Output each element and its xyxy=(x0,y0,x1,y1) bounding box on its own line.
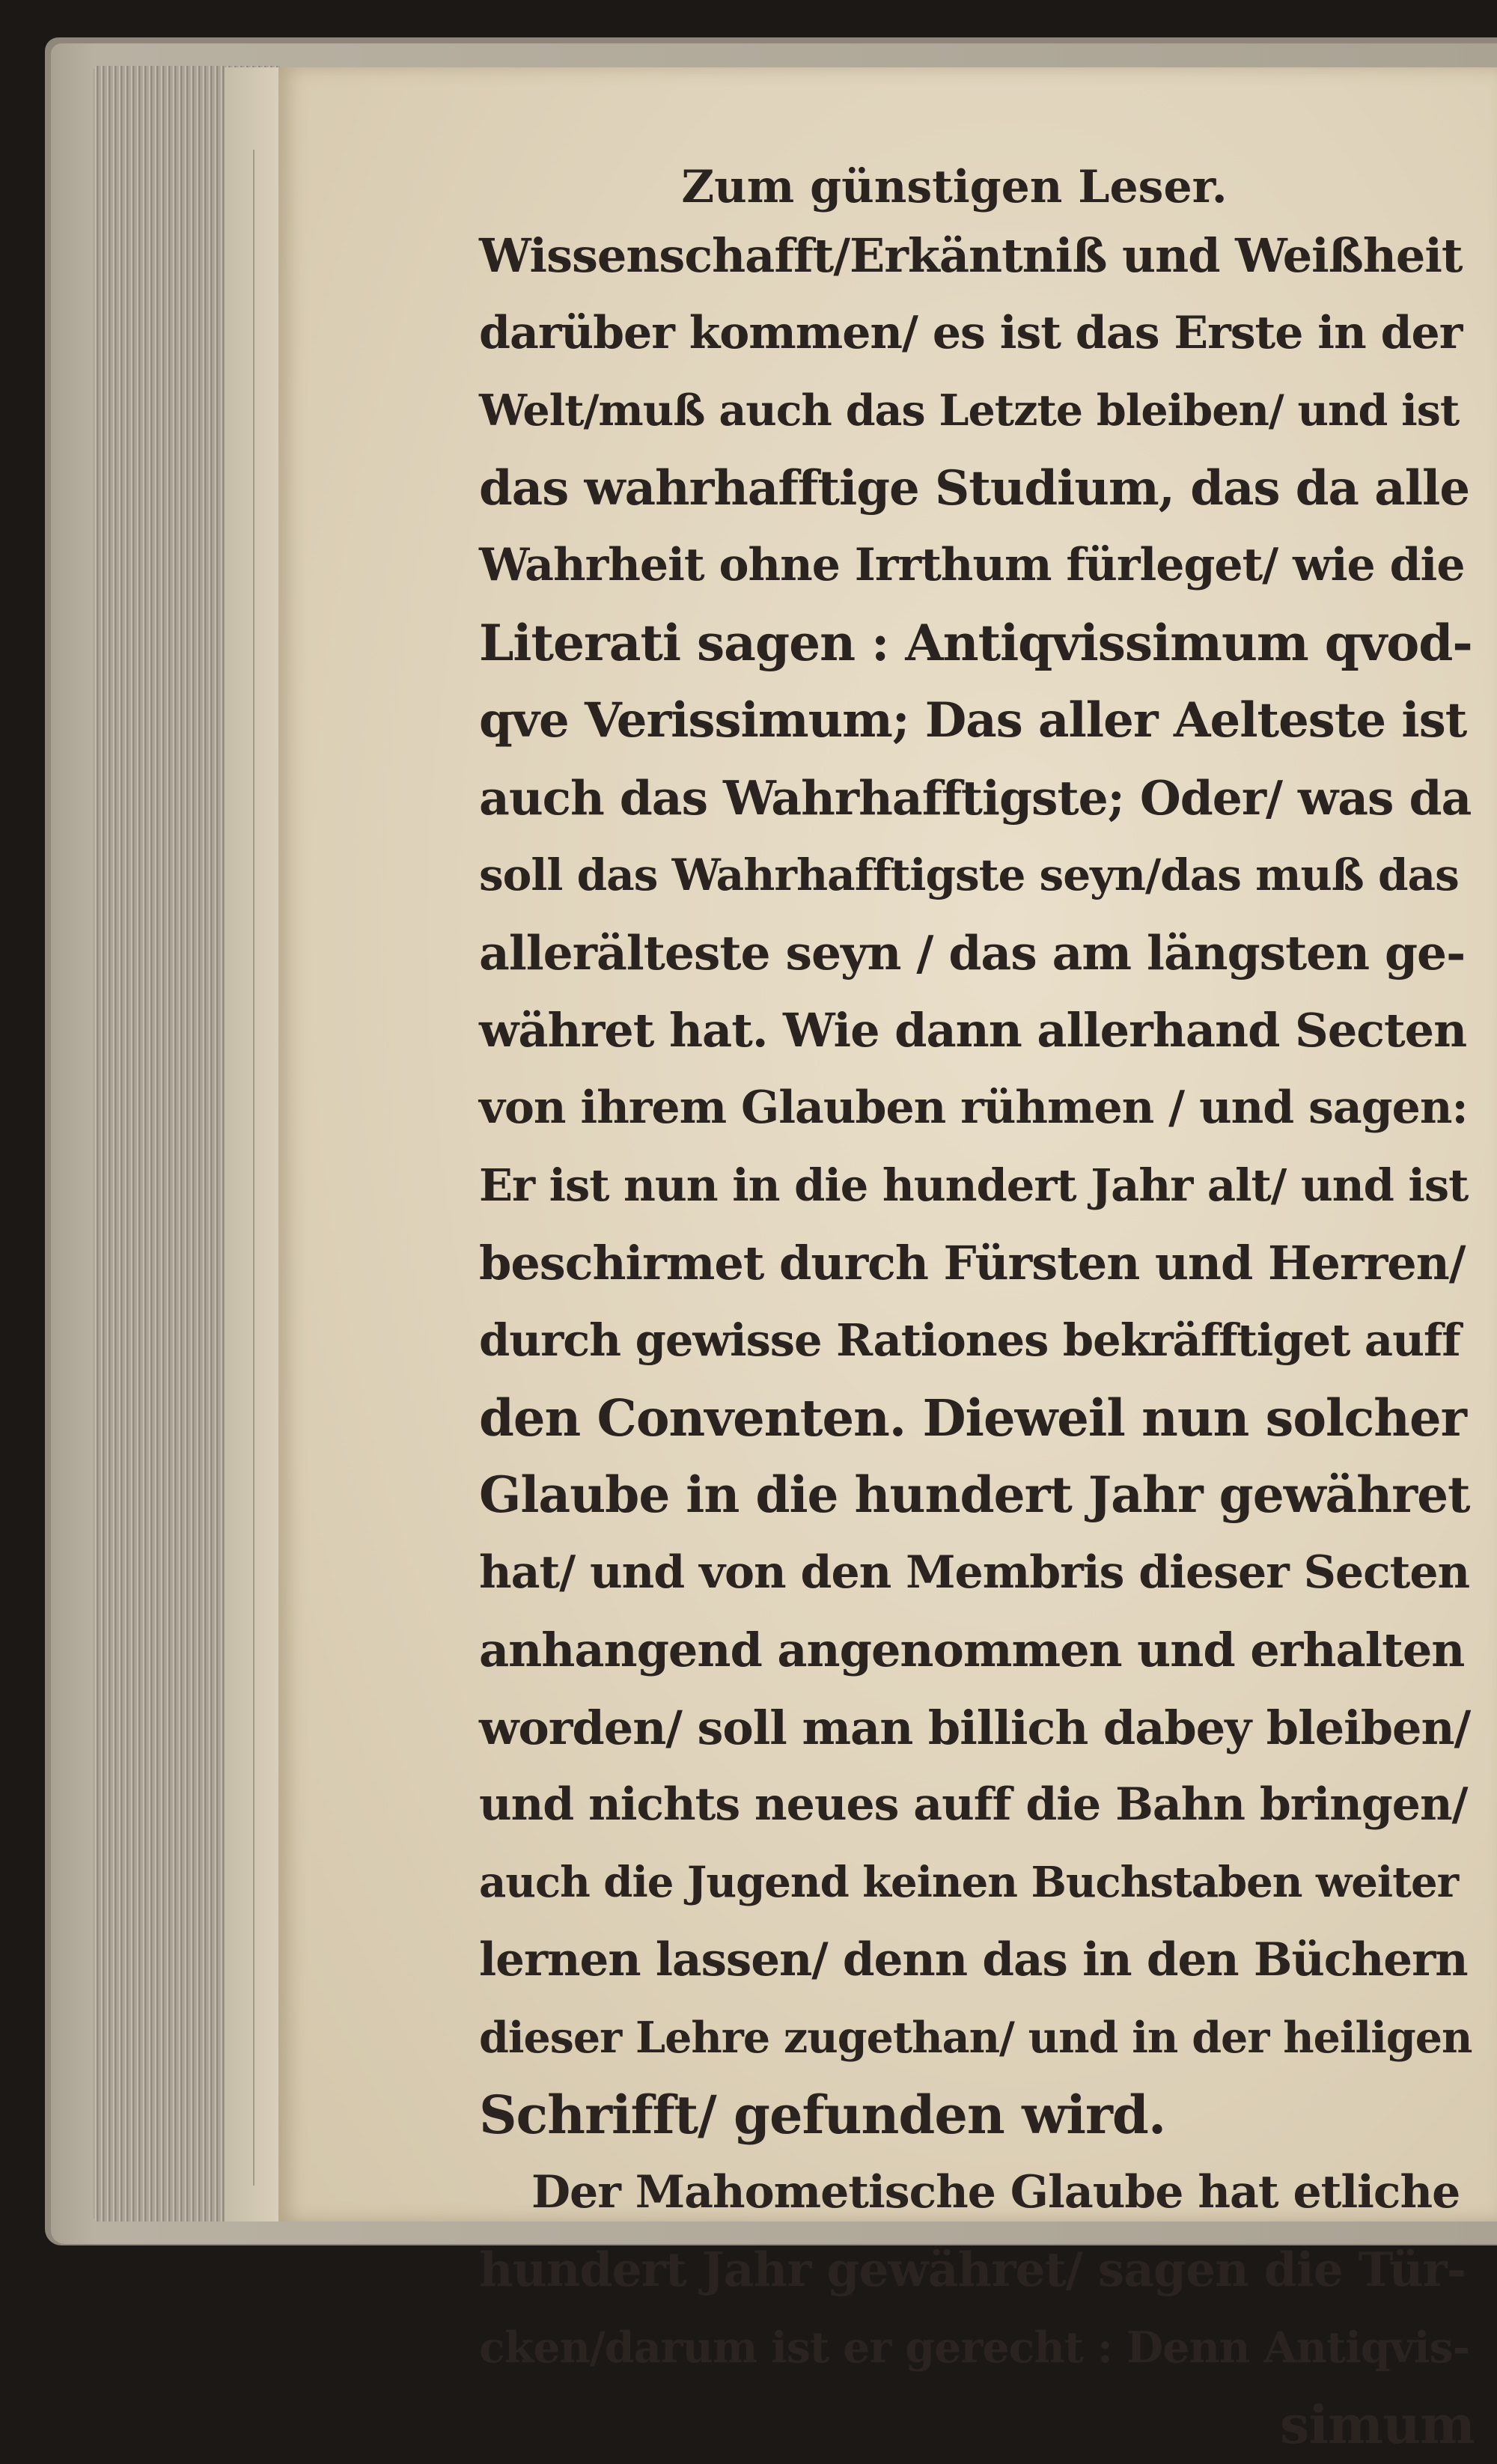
text-line: worden/ soll man billich dabey bleiben/ xyxy=(479,1700,1471,1755)
text-line: cken/darum ist er gerecht : Denn Antiqvis- xyxy=(479,2322,1470,2373)
running-header: Zum günstigen Leser. xyxy=(681,161,1228,213)
text-line: das wahrhafftige Studium, das da alle xyxy=(479,460,1470,516)
text-line: allerälteste seyn / das am längsten ge- xyxy=(479,924,1466,981)
text-line: dieser Lehre zugethan/ und in der heiligen xyxy=(479,2012,1472,2063)
text-line: anhangend angenommen und erhalten xyxy=(479,1623,1465,1677)
text-line: hundert Jahr gewähret/ sagen die Tür- xyxy=(479,2242,1466,2297)
text-line: Welt/muß auch das Letzte bleiben/ und ist xyxy=(479,385,1460,436)
gutter-line xyxy=(253,150,254,2186)
text-line: beschirmet durch Fürsten und Herren/ xyxy=(479,1235,1466,1290)
text-line: Wissenschafft/Erkäntniß und Weißheit xyxy=(479,228,1463,283)
text-line: qve Verissimum; Das aller Aelteste ist xyxy=(479,692,1467,748)
text-line: den Conventen. Dieweil nun solcher xyxy=(479,1388,1466,1448)
text-line: Literati sagen : Antiqvissimum qvod- xyxy=(479,613,1472,672)
text-line: Glaube in die hundert Jahr gewähret xyxy=(479,1466,1470,1524)
text-line: Der Mahometische Glaube hat etliche xyxy=(531,2165,1460,2218)
text-line: von ihrem Glauben rühmen / und sagen: xyxy=(479,1081,1468,1134)
text-line: darüber kommen/ es ist das Erste in der xyxy=(479,306,1463,359)
text-line: auch das Wahrhafftigste; Oder/ was da xyxy=(479,769,1472,826)
text-line: lernen lassen/ denn das in den Büchern xyxy=(479,1933,1468,1986)
text-line: und nichts neues auff die Bahn bringen/ xyxy=(479,1778,1468,1831)
text-line: Schrifft/ gefunden wird. xyxy=(479,2084,1166,2146)
text-line: hat/ und von den Membris dieser Secten xyxy=(479,1546,1470,1599)
text-line: Wahrheit ohne Irrthum fürleget/ wie die xyxy=(479,539,1465,591)
text-line: währet hat. Wie dann allerhand Secten xyxy=(479,1003,1467,1058)
text-line: durch gewisse Rationes bekräfftiget auff xyxy=(479,1314,1460,1366)
text-line: auch die Jugend keinen Buchstaben weiter xyxy=(479,1857,1459,1907)
text-block xyxy=(479,157,1475,2456)
text-line: Er ist nun in die hundert Jahr alt/ und ist xyxy=(479,1159,1469,1211)
text-line: soll das Wahrhafftigste seyn/das muß das xyxy=(479,850,1459,900)
catchword: simum xyxy=(1279,2394,1475,2456)
